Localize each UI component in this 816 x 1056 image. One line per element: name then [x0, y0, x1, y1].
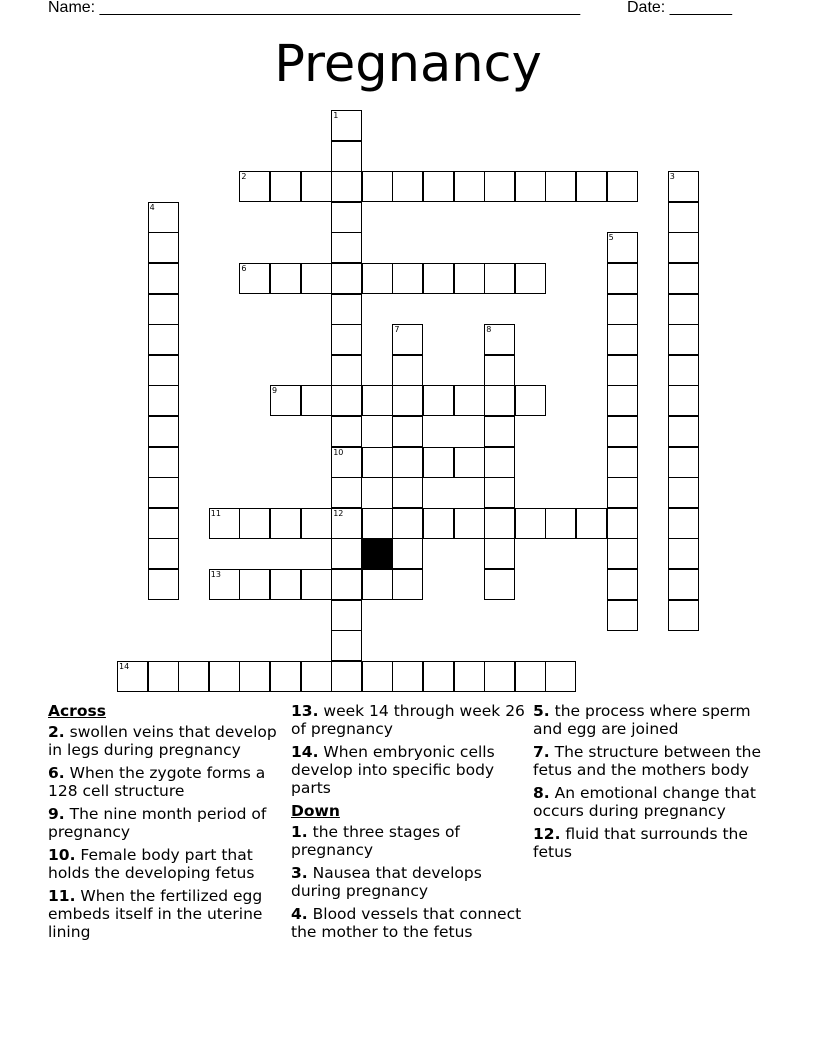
grid-cell[interactable] [668, 416, 699, 447]
clue-number: 14 [119, 661, 130, 671]
grid-cell[interactable] [454, 661, 485, 692]
clue-down-4: 4. Blood vessels that connect the mother to the fetus [291, 905, 522, 941]
grid-cell[interactable] [515, 171, 546, 202]
grid-cell[interactable] [484, 477, 515, 508]
grid-cell[interactable] [362, 569, 393, 600]
grid-cell[interactable] [301, 263, 332, 294]
grid-cell[interactable] [484, 661, 515, 692]
clue-number: 3 [669, 172, 675, 182]
grid-cell[interactable] [484, 538, 515, 569]
grid-cell[interactable] [668, 171, 699, 202]
grid-cell[interactable] [148, 385, 179, 416]
grid-cell[interactable] [423, 447, 454, 478]
grid-cell[interactable] [362, 447, 393, 478]
clue-number: 9 [272, 386, 278, 396]
clue-down-1: 1. the three stages of pregnancy [291, 823, 460, 859]
grid-cell[interactable] [668, 324, 699, 355]
grid-cell[interactable] [668, 232, 699, 263]
page-title: Pregnancy [274, 35, 542, 94]
clue-number: 5 [608, 233, 614, 243]
grid-cell[interactable] [331, 508, 362, 539]
grid-cell[interactable] [301, 171, 332, 202]
grid-cell[interactable] [668, 447, 699, 478]
grid-cell[interactable] [607, 355, 638, 386]
grid-cell[interactable] [362, 263, 393, 294]
grid-cell[interactable] [484, 355, 515, 386]
grid-cell[interactable] [454, 171, 485, 202]
grid-cell[interactable] [668, 355, 699, 386]
grid-cell[interactable] [484, 508, 515, 539]
grid-cell[interactable] [362, 661, 393, 692]
grid-cell[interactable] [270, 171, 301, 202]
grid-cell[interactable] [607, 324, 638, 355]
grid-cell[interactable] [331, 232, 362, 263]
grid-cell[interactable] [362, 171, 393, 202]
grid-cell[interactable] [607, 416, 638, 447]
grid-cell[interactable] [392, 447, 423, 478]
grid-cell[interactable] [607, 569, 638, 600]
clue-number: 6 [241, 264, 247, 273]
clue-across-13: 13. week 14 through week 26 of pregnancy [291, 702, 525, 738]
grid-cell[interactable] [301, 661, 332, 692]
clue-number: 1 [333, 111, 339, 120]
down-heading: Down [291, 802, 340, 820]
grid-cell[interactable] [331, 355, 362, 386]
grid-cell[interactable] [668, 508, 699, 539]
grid-cell[interactable] [392, 416, 423, 447]
grid-cell[interactable] [392, 171, 423, 202]
grid-cell[interactable] [148, 294, 179, 325]
clues-column-3 [533, 702, 783, 866]
grid-cell[interactable] [607, 385, 638, 416]
grid-cell[interactable] [148, 324, 179, 355]
grid-cell[interactable] [392, 385, 423, 416]
grid-cell[interactable] [484, 447, 515, 478]
grid-cell[interactable] [331, 661, 362, 692]
grid-cell[interactable] [239, 263, 270, 294]
clue-down-7: 7. The structure between the fetus and the mothers body [533, 743, 762, 779]
grid-cell[interactable] [178, 661, 209, 692]
grid-cell[interactable] [668, 385, 699, 416]
clue-down-5: 5. the process where sperm and egg are joined [533, 702, 751, 738]
grid-cell[interactable] [392, 661, 423, 692]
grid-cell[interactable] [117, 661, 148, 692]
grid-cell[interactable] [576, 508, 607, 539]
clue-down-8: 8. An emotional change that occurs during pregnancy [533, 784, 756, 820]
grid-cell[interactable] [668, 569, 699, 600]
grid-cell[interactable] [331, 416, 362, 447]
clue-number: 12 [333, 508, 344, 518]
grid-cell[interactable] [423, 508, 454, 539]
grid-cell[interactable] [270, 263, 301, 294]
grid-cell[interactable] [607, 171, 638, 202]
name-field[interactable]: Name: ______________________________________________________ [48, 0, 581, 16]
grid-cell[interactable] [515, 263, 546, 294]
across-heading: Across [48, 702, 106, 720]
grid-cell[interactable] [209, 661, 240, 692]
grid-cell[interactable] [545, 171, 576, 202]
grid-cell[interactable] [515, 508, 546, 539]
grid-cell[interactable] [148, 661, 179, 692]
grid-cell[interactable] [423, 661, 454, 692]
grid-cell[interactable] [239, 661, 270, 692]
grid-cell[interactable] [362, 385, 393, 416]
grid-cell[interactable] [301, 385, 332, 416]
grid-cell[interactable] [209, 569, 240, 600]
grid-cell[interactable] [148, 263, 179, 294]
grid-cell[interactable] [454, 263, 485, 294]
header [0, 0, 816, 22]
grid-cell[interactable] [392, 263, 423, 294]
clue-across-9: 9. The nine month period of pregnancy [48, 805, 267, 841]
grid-cell[interactable] [392, 324, 423, 355]
grid-cell[interactable] [148, 569, 179, 600]
grid-cell[interactable] [668, 538, 699, 569]
clue-across-2: 2. swollen veins that develop in legs during pregnancy [48, 723, 277, 759]
grid-cell[interactable] [331, 171, 362, 202]
grid-cell[interactable] [668, 600, 699, 631]
grid-cell[interactable] [301, 569, 332, 600]
grid-cell[interactable] [331, 569, 362, 600]
grid-cell[interactable] [239, 569, 270, 600]
clue-number: 2 [241, 172, 247, 182]
grid-cell[interactable] [607, 538, 638, 569]
grid-cell[interactable] [239, 171, 270, 202]
grid-cell[interactable] [607, 232, 638, 263]
grid-cell[interactable] [331, 447, 362, 478]
grid-cell[interactable] [607, 263, 638, 294]
grid-cell[interactable] [607, 447, 638, 478]
clue-number: 10 [333, 447, 344, 457]
clue-across-14: 14. When embryonic cells develop into specific body parts [291, 743, 495, 797]
clue-across-6: 6. When the zygote forms a 128 cell structure [48, 764, 266, 800]
grid-cell[interactable] [331, 263, 362, 294]
clue-down-12: 12. fluid that surrounds the fetus [533, 825, 748, 861]
grid-cell[interactable] [270, 385, 301, 416]
grid-cell[interactable] [301, 508, 332, 539]
grid-cell[interactable] [607, 600, 638, 631]
grid-cell[interactable] [331, 630, 362, 661]
grid-cell[interactable] [362, 508, 393, 539]
grid-cell[interactable] [515, 661, 546, 692]
grid-cell[interactable] [148, 538, 179, 569]
clues-column-1 [48, 702, 283, 946]
clue-number: 13 [210, 570, 221, 579]
grid-cell[interactable] [423, 263, 454, 294]
grid-cell[interactable] [545, 508, 576, 539]
clues-column-2 [291, 702, 526, 946]
grid-cell[interactable] [607, 294, 638, 325]
grid-cell[interactable] [668, 263, 699, 294]
grid-cell[interactable] [484, 569, 515, 600]
grid-cell[interactable] [392, 477, 423, 508]
grid-cell[interactable] [484, 324, 515, 355]
grid-cell[interactable] [484, 416, 515, 447]
clue-across-11: 11. When the fertilized egg embeds itself in the uterine lining [48, 887, 263, 941]
grid-cell[interactable] [331, 294, 362, 325]
grid-cell[interactable] [668, 294, 699, 325]
clue-across-10: 10. Female body part that holds the developing fetus [48, 846, 255, 882]
grid-cell[interactable] [331, 600, 362, 631]
grid-cell[interactable] [454, 385, 485, 416]
grid-cell[interactable] [392, 538, 423, 569]
grid-cell[interactable] [270, 661, 301, 692]
grid-cell[interactable] [576, 171, 607, 202]
grid-cell[interactable] [148, 355, 179, 386]
grid-cell[interactable] [484, 263, 515, 294]
grid-cell[interactable] [515, 385, 546, 416]
black-square [362, 538, 393, 569]
grid-cell[interactable] [607, 477, 638, 508]
grid-cell[interactable] [331, 324, 362, 355]
grid-cell[interactable] [607, 508, 638, 539]
grid-cell[interactable] [331, 202, 362, 233]
grid-cell[interactable] [392, 569, 423, 600]
grid-cell[interactable] [545, 661, 576, 692]
clue-number: 4 [149, 202, 155, 212]
grid-cell[interactable] [270, 508, 301, 539]
grid-cell[interactable] [454, 508, 485, 539]
grid-cell[interactable] [423, 385, 454, 416]
grid-cell[interactable] [270, 569, 301, 600]
clue-down-3: 3. Nausea that develops during pregnancy [291, 864, 482, 900]
grid-cell[interactable] [454, 447, 485, 478]
grid-cell[interactable] [239, 508, 270, 539]
grid-cell[interactable] [331, 477, 362, 508]
grid-cell[interactable] [484, 171, 515, 202]
grid-cell[interactable] [392, 355, 423, 386]
grid-cell[interactable] [331, 538, 362, 569]
grid-cell[interactable] [331, 141, 362, 172]
date-field[interactable]: Date: _______ [627, 0, 732, 16]
clue-number: 11 [210, 508, 221, 518]
clue-number: 8 [486, 325, 492, 335]
grid-cell[interactable] [331, 385, 362, 416]
grid-cell[interactable] [331, 110, 362, 141]
grid-cell[interactable] [668, 202, 699, 233]
clue-number: 7 [394, 325, 400, 335]
grid-cell[interactable] [148, 416, 179, 447]
grid-cell[interactable] [148, 202, 179, 233]
grid-cell[interactable] [423, 171, 454, 202]
grid-cell[interactable] [148, 447, 179, 478]
grid-cell[interactable] [148, 508, 179, 539]
grid-cell[interactable] [392, 508, 423, 539]
grid-cell[interactable] [148, 477, 179, 508]
grid-cell[interactable] [209, 508, 240, 539]
grid-cell[interactable] [668, 477, 699, 508]
grid-cell[interactable] [484, 385, 515, 416]
grid-cell[interactable] [148, 232, 179, 263]
